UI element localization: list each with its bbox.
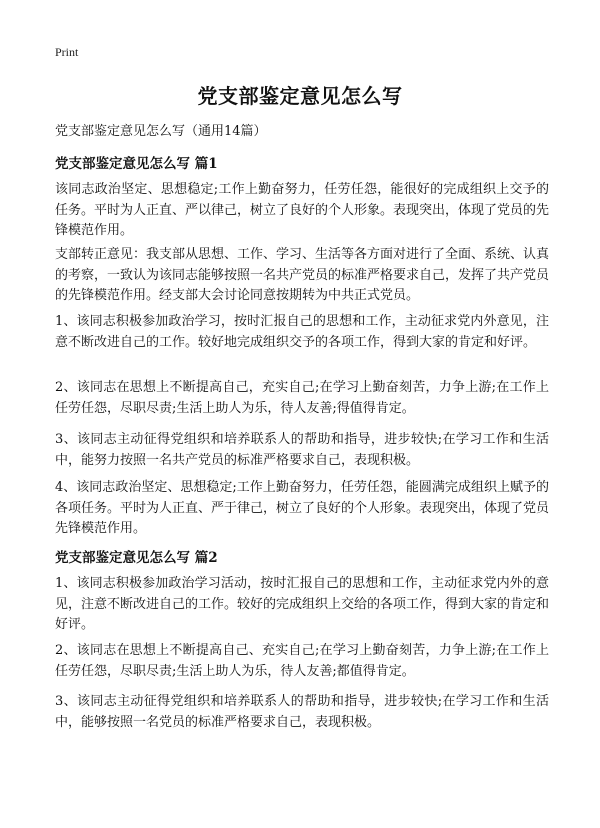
document-subtitle: 党支部鉴定意见怎么写（通用14篇） [55,124,267,139]
paragraph: 3、该同志主动征得党组织和培养联系人的帮助和指导，进步较快;在学习工作和生活中，能努力按照一名共产党员的标准严格要求自己，表现积极。 [55,432,549,468]
paragraph: 3、该同志主动征得党组织和培养联系人的帮助和指导，进步较快;在学习工作和生活中，能够按照一名党员的标准严格要求自己，表现积极。 [55,694,549,730]
paragraph: 该同志政治坚定、思想稳定;工作上勤奋努力，任劳任怨，能很好的完成组织上交予的任务。平时为人正直、严以律己，树立了良好的个人形象。表现突出，体现了党员的先锋模范作用。 [55,182,550,238]
paragraph: 支部转正意见：我支部从思想、工作、学习、生活等各方面对进行了全面、系统、认真的考察，一致认为该同志能够按照一名共产党员的标准严格要求自己，发挥了共产党员的先锋模范作用。经支部大会讨论同意按期转为中共正式党员。 [55,247,550,303]
paragraph: 1、该同志积极参加政治学习，按时汇报自己的思想和工作，主动征求党内外意见，注意不断改进自己的工作。较好地完成组织交予的各项工作，得到大家的肯定和好评。 [55,314,549,350]
paragraph: 1、该同志积极参加政治学习活动，按时汇报自己的思想和工作，主动征求党内外的意见，注意不断改进自己的工作。较好的完成组织上交给的各项工作，得到大家的肯定和好评。 [55,576,550,632]
section-heading-2: 党支部鉴定意见怎么写 篇2 [55,550,218,566]
paragraph: 4、该同志政治坚定、思想稳定;工作上勤奋努力，任劳任怨，能圆满完成组织上赋予的各项任务。平时为人正直、严于律己，树立了良好的个人形象。表现突出，体现了党员先锋模范作用。 [55,480,550,536]
paragraph: 2、该同志在思想上不断提高自己、充实自己;在学习上勤奋刻苦，力争上游;在工作上任劳任怨，尽职尽责;生活上助人为乐，待人友善;都值得肯定。 [55,643,549,679]
print-label[interactable]: Print [55,45,79,59]
paragraph: 2、该同志在思想上不断提高自己，充实自己;在学习上勤奋刻苦，力争上游;在工作上任劳任怨，尽职尽责;生活上助人为乐，待人友善;得值得肯定。 [55,380,549,416]
page-title: 党支部鉴定意见怎么写 [197,84,403,108]
section-heading-1: 党支部鉴定意见怎么写 篇1 [55,156,218,172]
